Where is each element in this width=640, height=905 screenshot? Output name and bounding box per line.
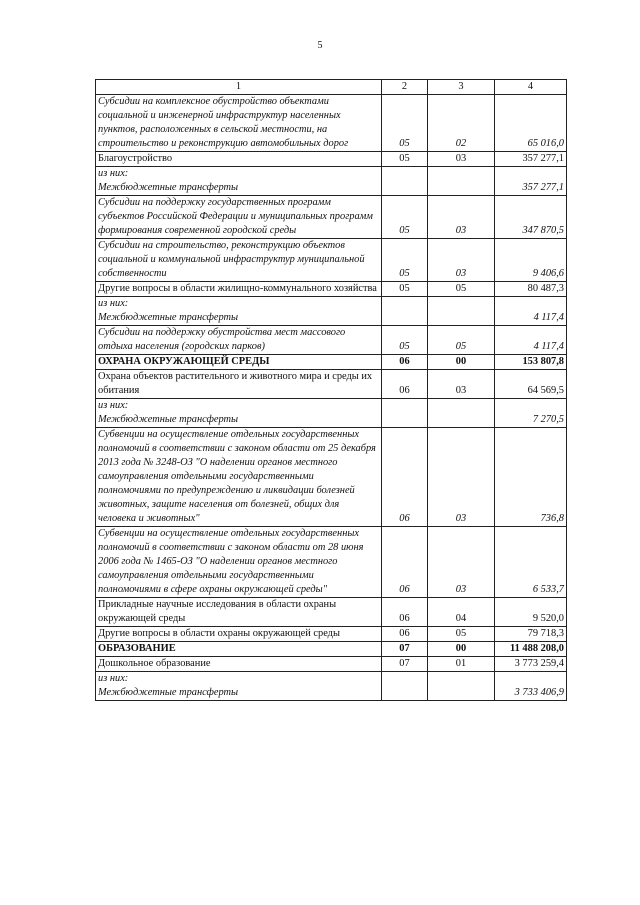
row-amount-cell: 80 487,3 <box>495 282 567 297</box>
row-section-code-cell <box>382 297 428 312</box>
row-subsection-code-cell: 00 <box>428 355 495 370</box>
row-section-code-cell: 05 <box>382 326 428 355</box>
row-name-cell: Межбюджетные трансферты <box>96 686 382 701</box>
row-name-cell: Межбюджетные трансферты <box>96 413 382 428</box>
table-row <box>96 326 567 355</box>
row-section-code-cell <box>382 167 428 182</box>
row-subsection-code-cell: 03 <box>428 370 495 399</box>
row-name-cell: из них: <box>96 672 382 687</box>
row-name-cell: Субвенции на осуществление отдельных государственных полномочий в соответствии с законом области от 25 декабря 2013 года № 3248-ОЗ "О наделении органов местного самоуправления отдельными государственными полномочиями по предупреждению и ликвидации болезней животных, защите населения от болезней, общих для человека и животных" <box>96 428 382 527</box>
row-subsection-code-cell <box>428 399 495 414</box>
row-name-cell: Другие вопросы в области жилищно-коммунального хозяйства <box>96 282 382 297</box>
row-subsection-code-cell <box>428 181 495 196</box>
row-name-cell: Субсидии на комплексное обустройство объектами социальной и инженерной инфраструктур населенных пунктов, расположенных в сельской местности, на строительство и реконструкцию автомобильных дорог <box>96 95 382 152</box>
row-section-code-cell: 06 <box>382 598 428 627</box>
table-row <box>96 657 567 672</box>
row-name-cell: из них: <box>96 167 382 182</box>
table-row <box>96 428 567 527</box>
row-subsection-code-cell: 03 <box>428 196 495 239</box>
row-section-code-cell: 05 <box>382 152 428 167</box>
table-row <box>96 152 567 167</box>
row-amount-cell: 9 406,6 <box>495 239 567 282</box>
table-row <box>96 196 567 239</box>
row-amount-cell: 357 277,1 <box>495 181 567 196</box>
row-subsection-code-cell <box>428 311 495 326</box>
row-section-code-cell <box>382 181 428 196</box>
row-section-code-cell: 07 <box>382 642 428 657</box>
row-amount-cell: 64 569,5 <box>495 370 567 399</box>
row-section-code-cell: 06 <box>382 527 428 598</box>
row-subsection-code-cell <box>428 297 495 312</box>
row-amount-cell: 4 117,4 <box>495 311 567 326</box>
table-row <box>96 598 567 627</box>
row-name-cell: из них: <box>96 399 382 414</box>
row-amount-cell: 153 807,8 <box>495 355 567 370</box>
page-number: 5 <box>317 40 323 51</box>
row-subsection-code-cell: 00 <box>428 642 495 657</box>
table-row <box>96 399 567 414</box>
row-name-cell: Дошкольное образование <box>96 657 382 672</box>
row-subsection-code-cell <box>428 672 495 687</box>
row-name-cell: ОБРАЗОВАНИЕ <box>96 642 382 657</box>
row-section-code-cell: 06 <box>382 428 428 527</box>
header-cell-amount: 4 <box>495 80 567 95</box>
row-subsection-code-cell: 03 <box>428 527 495 598</box>
row-name-cell: Межбюджетные трансферты <box>96 311 382 326</box>
row-section-code-cell: 05 <box>382 239 428 282</box>
row-section-code-cell <box>382 686 428 701</box>
row-amount-cell: 11 488 208,0 <box>495 642 567 657</box>
row-name-cell: из них: <box>96 297 382 312</box>
row-name-cell: Субсидии на строительство, реконструкцию объектов социальной и коммунальной инфраструктур муниципальной собственности <box>96 239 382 282</box>
row-name-cell: Другие вопросы в области охраны окружающей среды <box>96 627 382 642</box>
table-row <box>96 642 567 657</box>
table-row <box>96 672 567 687</box>
table-row <box>96 370 567 399</box>
row-name-cell: Охрана объектов растительного и животного мира и среды их обитания <box>96 370 382 399</box>
row-amount-cell: 3 773 259,4 <box>495 657 567 672</box>
row-name-cell: Благоустройство <box>96 152 382 167</box>
row-amount-cell: 9 520,0 <box>495 598 567 627</box>
row-amount-cell: 65 016,0 <box>495 95 567 152</box>
row-amount-cell <box>495 672 567 687</box>
row-subsection-code-cell: 05 <box>428 627 495 642</box>
row-subsection-code-cell: 03 <box>428 239 495 282</box>
row-section-code-cell: 05 <box>382 196 428 239</box>
row-section-code-cell: 05 <box>382 95 428 152</box>
table-row <box>96 311 567 326</box>
row-section-code-cell <box>382 399 428 414</box>
table-row <box>96 527 567 598</box>
row-name-cell: Межбюджетные трансферты <box>96 181 382 196</box>
row-name-cell: Субсидии на поддержку государственных программ субъектов Российской Федерации и муниципальных программ формирования современной городской среды <box>96 196 382 239</box>
row-amount-cell: 7 270,5 <box>495 413 567 428</box>
row-amount-cell: 347 870,5 <box>495 196 567 239</box>
table-row <box>96 239 567 282</box>
table-row <box>96 181 567 196</box>
row-section-code-cell: 07 <box>382 657 428 672</box>
row-name-cell: Субсидии на поддержку обустройства мест массового отдыха населения (городских парков) <box>96 326 382 355</box>
table-row <box>96 282 567 297</box>
row-subsection-code-cell <box>428 413 495 428</box>
row-amount-cell: 736,8 <box>495 428 567 527</box>
table-row <box>96 413 567 428</box>
row-section-code-cell: 06 <box>382 355 428 370</box>
row-amount-cell: 3 733 406,9 <box>495 686 567 701</box>
header-cell-name: 1 <box>96 80 382 95</box>
row-subsection-code-cell: 04 <box>428 598 495 627</box>
row-subsection-code-cell: 03 <box>428 428 495 527</box>
table-row <box>96 355 567 370</box>
row-section-code-cell: 06 <box>382 627 428 642</box>
row-amount-cell: 79 718,3 <box>495 627 567 642</box>
row-section-code-cell: 06 <box>382 370 428 399</box>
header-cell-subsection: 3 <box>428 80 495 95</box>
row-section-code-cell <box>382 311 428 326</box>
row-name-cell: Прикладные научные исследования в области охраны окружающей среды <box>96 598 382 627</box>
row-subsection-code-cell <box>428 686 495 701</box>
row-amount-cell: 6 533,7 <box>495 527 567 598</box>
row-amount-cell <box>495 297 567 312</box>
row-subsection-code-cell: 05 <box>428 282 495 297</box>
row-subsection-code-cell: 02 <box>428 95 495 152</box>
row-subsection-code-cell <box>428 167 495 182</box>
table-row <box>96 627 567 642</box>
row-subsection-code-cell: 03 <box>428 152 495 167</box>
row-subsection-code-cell: 01 <box>428 657 495 672</box>
row-section-code-cell: 05 <box>382 282 428 297</box>
row-amount-cell <box>495 399 567 414</box>
row-name-cell: Субвенции на осуществление отдельных государственных полномочий в соответствии с законом области от 28 июня 2006 года № 1465-ОЗ "О наделении органов местного самоуправления отдельными государственными полномочиями в сфере охраны окружающей среды" <box>96 527 382 598</box>
row-amount-cell: 357 277,1 <box>495 152 567 167</box>
row-subsection-code-cell: 05 <box>428 326 495 355</box>
row-name-cell: ОХРАНА ОКРУЖАЮЩЕЙ СРЕДЫ <box>96 355 382 370</box>
table-row <box>96 686 567 701</box>
row-amount-cell <box>495 167 567 182</box>
table-row <box>96 167 567 182</box>
header-cell-section: 2 <box>382 80 428 95</box>
budget-table <box>95 79 567 701</box>
table-row <box>96 95 567 152</box>
row-section-code-cell <box>382 672 428 687</box>
row-section-code-cell <box>382 413 428 428</box>
table-header-row <box>96 80 567 95</box>
row-amount-cell: 4 117,4 <box>495 326 567 355</box>
table-row <box>96 297 567 312</box>
